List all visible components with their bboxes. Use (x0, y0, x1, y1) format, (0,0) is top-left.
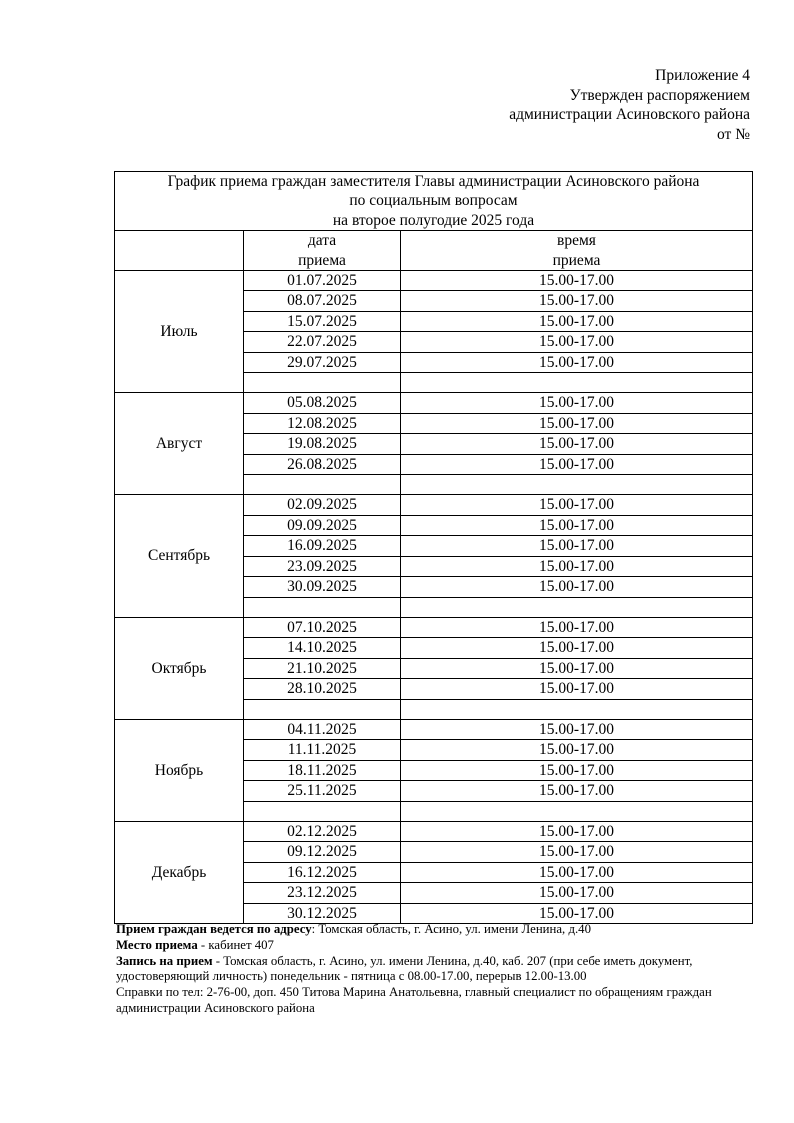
signup-label: Запись на прием (116, 953, 213, 968)
empty-cell (401, 373, 753, 393)
date-cell: 05.08.2025 (244, 393, 401, 413)
time-cell: 15.00-17.00 (401, 413, 753, 433)
empty-cell (244, 699, 401, 719)
column-header-row (115, 231, 753, 271)
address-value: : Томская область, г. Асино, ул. имени Ленина, д.40 (311, 922, 591, 936)
table-row (115, 393, 753, 413)
date-header-line: приема (298, 251, 346, 269)
date-cell: 09.09.2025 (244, 515, 401, 535)
date-cell: 02.09.2025 (244, 495, 401, 515)
time-cell: 15.00-17.00 (401, 842, 753, 862)
approval-authority: администрации Асиновского района (509, 106, 750, 124)
date-cell: 19.08.2025 (244, 434, 401, 454)
empty-cell (401, 801, 753, 821)
time-cell: 15.00-17.00 (401, 658, 753, 678)
time-cell: 15.00-17.00 (401, 332, 753, 352)
time-header-line: время (557, 232, 596, 250)
time-cell: 15.00-17.00 (401, 862, 753, 882)
place-value: - кабинет 407 (197, 937, 274, 952)
appendix-number: Приложение 4 (655, 67, 750, 84)
date-cell: 11.11.2025 (244, 740, 401, 760)
time-cell: 15.00-17.00 (401, 781, 753, 801)
time-cell: 15.00-17.00 (401, 903, 753, 923)
date-cell: 04.11.2025 (244, 719, 401, 739)
time-cell: 15.00-17.00 (401, 577, 753, 597)
month-cell: Декабрь (115, 821, 244, 923)
date-cell: 16.12.2025 (244, 862, 401, 882)
time-cell: 15.00-17.00 (401, 454, 753, 474)
table-row (115, 495, 753, 515)
date-cell: 30.09.2025 (244, 577, 401, 597)
time-cell: 15.00-17.00 (401, 883, 753, 903)
empty-cell (244, 475, 401, 495)
time-cell: 15.00-17.00 (401, 393, 753, 413)
date-cell: 07.10.2025 (244, 617, 401, 637)
time-header-line: приема (552, 251, 601, 269)
time-cell: 15.00-17.00 (401, 556, 753, 576)
date-cell: 09.12.2025 (244, 842, 401, 862)
time-cell: 15.00-17.00 (401, 617, 753, 637)
month-cell: Август (115, 393, 244, 495)
month-cell: Сентябрь (115, 495, 244, 617)
date-cell: 18.11.2025 (244, 760, 401, 780)
date-cell: 21.10.2025 (244, 658, 401, 678)
date-cell: 16.09.2025 (244, 536, 401, 556)
schedule-table (114, 171, 753, 924)
table-row (115, 271, 753, 291)
footer-info (116, 922, 756, 1017)
time-cell: 15.00-17.00 (401, 311, 753, 331)
table-title-row (115, 172, 753, 231)
approval-date-number: от № (717, 125, 750, 143)
time-cell: 15.00-17.00 (401, 536, 753, 556)
time-cell: 15.00-17.00 (401, 291, 753, 311)
time-cell: 15.00-17.00 (401, 271, 753, 291)
table-title-line: График приема граждан заместителя Главы администрации Асиновского района (167, 173, 700, 190)
date-cell: 30.12.2025 (244, 903, 401, 923)
date-cell: 28.10.2025 (244, 679, 401, 699)
time-cell: 15.00-17.00 (401, 638, 753, 658)
month-cell: Октябрь (115, 617, 244, 719)
time-cell: 15.00-17.00 (401, 434, 753, 454)
empty-cell (244, 597, 401, 617)
approval-note: Утвержден распоряжением (569, 86, 750, 104)
date-cell: 22.07.2025 (244, 332, 401, 352)
time-cell: 15.00-17.00 (401, 679, 753, 699)
date-header-line: дата (307, 232, 337, 250)
date-cell: 01.07.2025 (244, 271, 401, 291)
date-cell: 08.07.2025 (244, 291, 401, 311)
date-cell: 14.10.2025 (244, 638, 401, 658)
document-header (509, 66, 750, 144)
place-label: Место приема (116, 937, 198, 952)
date-cell: 25.11.2025 (244, 781, 401, 801)
address-label: Прием граждан ведется по адресу (116, 922, 312, 936)
time-cell: 15.00-17.00 (401, 515, 753, 535)
table-title-line: по социальным вопросам (349, 192, 518, 210)
time-column-header (401, 231, 753, 271)
time-cell: 15.00-17.00 (401, 495, 753, 515)
address-line (116, 922, 756, 938)
date-cell: 12.08.2025 (244, 413, 401, 433)
table-title-line: на второе полугодие 2025 года (332, 211, 535, 229)
empty-cell (401, 699, 753, 719)
date-column-header (244, 231, 401, 271)
table-row (115, 617, 753, 637)
date-cell: 15.07.2025 (244, 311, 401, 331)
time-cell: 15.00-17.00 (401, 352, 753, 372)
empty-cell (244, 801, 401, 821)
empty-cell (401, 597, 753, 617)
table-row (115, 719, 753, 739)
time-cell: 15.00-17.00 (401, 821, 753, 841)
table-row (115, 821, 753, 841)
time-cell: 15.00-17.00 (401, 740, 753, 760)
date-cell: 29.07.2025 (244, 352, 401, 372)
info-line: Справки по тел: 2-76-00, доп. 450 Титова Марина Анатольевна, главный специалист по обращениям граждан администрации Асиновского района (116, 985, 712, 1015)
date-cell: 26.08.2025 (244, 454, 401, 474)
month-cell: Ноябрь (115, 719, 244, 821)
month-cell: Июль (115, 271, 244, 393)
date-cell: 23.09.2025 (244, 556, 401, 576)
date-cell: 02.12.2025 (244, 821, 401, 841)
time-cell: 15.00-17.00 (401, 719, 753, 739)
table-title (115, 172, 753, 231)
empty-cell (401, 475, 753, 495)
date-cell: 23.12.2025 (244, 883, 401, 903)
place-line (116, 938, 756, 954)
month-column-header (115, 231, 244, 271)
empty-cell (244, 373, 401, 393)
signup-value: - Томская область, г. Асино, ул. имени Ленина, д.40, каб. 207 (при себе иметь документ, удостоверяющий личность) понедельник - пятница с 08.00-17.00, перерыв 12.00-13.00 (116, 953, 693, 984)
time-cell: 15.00-17.00 (401, 760, 753, 780)
signup-line (116, 954, 756, 986)
